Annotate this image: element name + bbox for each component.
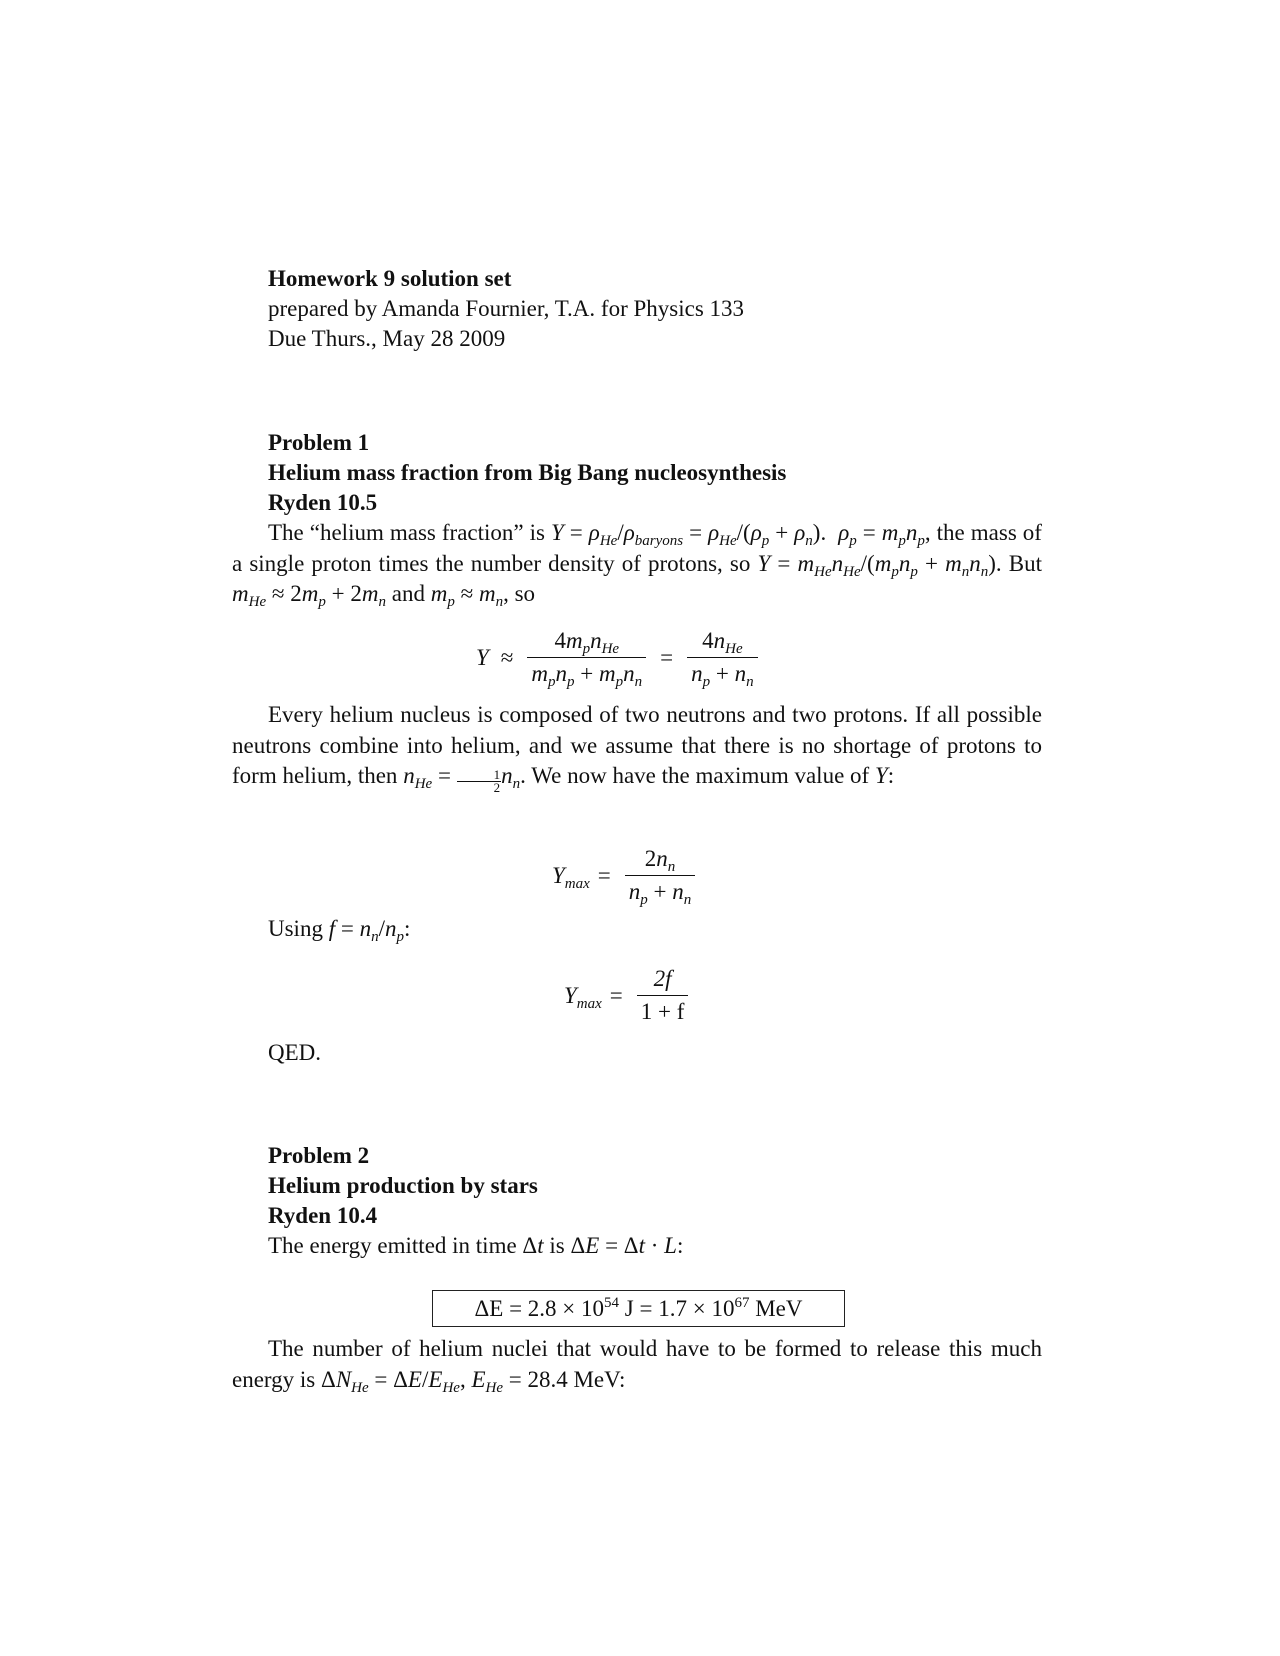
problem-2-intro: The energy emitted in time Δt is ΔE = Δt · L: xyxy=(268,1233,684,1258)
text: : xyxy=(403,916,411,941)
problem-2-paragraph: The number of helium nuclei that would have to be formed to release this much energy is $\Delta N_{He} = \Delta E/E_{He}$, $E_{He} = 28.4$ MeV: xyxy=(232,1336,1042,1396)
exponent: 54 xyxy=(604,1295,620,1311)
equation-ymax-f: $Y_{max}$ = $\frac{2f}{1 + f}$ xyxy=(564,966,694,1025)
problem-2-heading: Problem 2 xyxy=(268,1143,370,1168)
problem-2-reference: Ryden 10.4 xyxy=(268,1203,378,1228)
problem-1-heading: Problem 1 xyxy=(268,430,370,455)
problem-2-subtitle: Helium production by stars xyxy=(268,1173,538,1198)
problem-1-paragraph-2: Every helium nucleus is composed of two neutrons and two protons. If all possible neutrons combine into helium, and we assume that there is no shortage of protons to form helium, then $n_{He}$ = $\frac{1}{2}$ $n_n$. We now have the maximum value of Y: xyxy=(232,702,1042,795)
text: is xyxy=(543,1233,571,1258)
text: : xyxy=(887,763,895,788)
boxed-energy-result xyxy=(432,1290,845,1327)
problem-1-subtitle: Helium mass fraction from Big Bang nucleosynthesis xyxy=(268,460,787,485)
due-date-line: Due Thurs., May 28 2009 xyxy=(268,326,506,351)
using-f-line: Using $f = n_n/n_p$: xyxy=(268,916,411,945)
fraction: $\frac{4n_{He}}{n_p + n_n}$ xyxy=(687,628,757,687)
text: and xyxy=(385,581,431,606)
denominator: 1 + f xyxy=(637,995,689,1025)
fraction: $\frac{2n_n}{n_p + n_n}$ xyxy=(625,846,695,905)
numerator: 2f xyxy=(653,966,672,991)
subscript: max xyxy=(576,995,602,1012)
equation-helium-fraction: Y ≈ $\frac{4m_pn_{He}}{m_pn_p + m_pn_n}$ = $\frac{4n_{He}}{n_p + n_n}$ xyxy=(476,628,764,687)
author-line: prepared by Amanda Fournier, T.A. for Physics 133 xyxy=(268,296,745,321)
text: . We now have the maximum value of xyxy=(520,763,875,788)
text: Using xyxy=(268,916,329,941)
problem-1-reference: Ryden 10.5 xyxy=(268,490,378,515)
fraction: $\frac{4m_pn_{He}}{m_pn_p + m_pn_n}$ xyxy=(527,628,646,687)
text: , the mass of a single proton times the number density of protons, so xyxy=(232,520,1042,576)
text: ΔE = 2.8 × 10 xyxy=(474,1296,605,1321)
text: Every helium nucleus is composed of two neutrons and two protons. If all possible neutrons combine into helium, and we assume that there is no shortage of protons to form helium, then xyxy=(232,702,1042,788)
text: The number of helium nuclei that would have to be formed to release this much energy is xyxy=(232,1336,1042,1392)
exponent: 67 xyxy=(734,1295,750,1311)
document-title: Homework 9 solution set xyxy=(268,266,512,291)
text: , so xyxy=(503,581,536,606)
fraction xyxy=(637,966,689,1025)
text: : xyxy=(676,1233,684,1258)
problem-1-paragraph-1: The “helium mass fraction” is $Y = \rho_{He}/\rho_{baryons} = \rho_{He}/(\rho_p + \rho_n)$. $\rho_p = m_pn_p$, the mass of a single proton times the number density of protons, so $Y = m_{He}n_{He}/(m_pn_p + m_nn_n)$. But $m_{He} \approx 2m_p + 2m_n$ and $m_p \approx m_n$, so xyxy=(232,520,1042,610)
text: The “helium mass fraction” is xyxy=(268,520,551,545)
text: = 28.4 MeV: xyxy=(503,1366,626,1392)
text: MeV xyxy=(749,1296,803,1321)
text: , xyxy=(459,1366,472,1392)
equals-sign: = xyxy=(609,982,623,1008)
qed: QED. xyxy=(268,1040,322,1065)
text: . But xyxy=(995,550,1042,576)
text: The energy emitted in time xyxy=(268,1233,523,1258)
text: J = 1.7 × 10 xyxy=(619,1296,735,1321)
equation-ymax-neutrons: $Y_{max}$ = $\frac{2n_n}{n_p + n_n}$ xyxy=(552,846,701,905)
